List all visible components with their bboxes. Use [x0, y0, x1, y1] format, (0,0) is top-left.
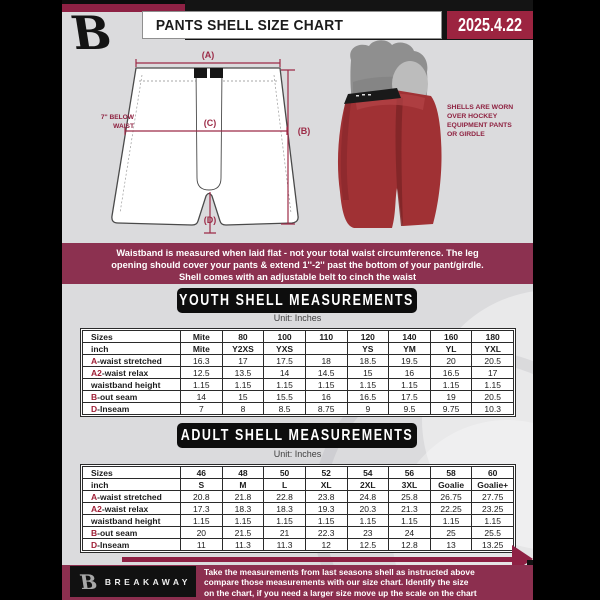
- measurement-cell: 100: [264, 331, 306, 343]
- measurement-row: [83, 343, 514, 355]
- row-label: waistband height: [83, 515, 181, 527]
- shell-body: [338, 90, 442, 228]
- shell-photo-note: [447, 103, 531, 139]
- measurement-row: [83, 479, 514, 491]
- measurement-cell: 20: [181, 527, 223, 539]
- row-label-prefix: B: [91, 527, 98, 538]
- measurement-row: [83, 379, 514, 391]
- measurement-cell: 2XL: [347, 479, 389, 491]
- row-label: D-Inseam: [83, 539, 181, 551]
- measurement-cell: YL: [430, 343, 472, 355]
- measurement-cell: YM: [389, 343, 431, 355]
- footer-note-line: Take the measurements from last seasons shell as instructed above: [204, 567, 475, 577]
- row-label: A-waist stretched: [83, 491, 181, 503]
- measurement-cell: 18.5: [347, 355, 389, 367]
- measurement-cell: YXS: [264, 343, 306, 355]
- measurement-cell: 18.3: [264, 503, 306, 515]
- measurement-cell: 1.15: [389, 379, 431, 391]
- measurement-cell: 52: [305, 467, 347, 479]
- measurement-row: [83, 403, 514, 415]
- footer-note-line: compare those measurements with our size chart. Identify the size: [204, 577, 469, 588]
- waist-note: [76, 114, 134, 131]
- measurement-cell: 1.15: [222, 379, 264, 391]
- adult-section-heading: [177, 423, 417, 448]
- measurement-cell: 58: [430, 467, 472, 479]
- adult-table: [80, 464, 516, 553]
- measurement-cell: YS: [347, 343, 389, 355]
- belt-buckle-right: [210, 68, 223, 78]
- measurement-cell: 46: [181, 467, 223, 479]
- youth-unit-label: Unit: Inches: [273, 313, 322, 323]
- measurement-cell: 21.5: [222, 527, 264, 539]
- measurement-cell: 23.25: [472, 503, 514, 515]
- row-label-prefix: B: [91, 391, 98, 402]
- shorts-measurement-diagram: [82, 48, 322, 238]
- measurement-cell: 13: [430, 539, 472, 551]
- measurement-cell: 18.3: [222, 503, 264, 515]
- measurement-cell: 21.3: [389, 503, 431, 515]
- footer-logo: [70, 566, 196, 597]
- measurement-cell: 9: [347, 403, 389, 415]
- measurement-cell: 1.15: [222, 515, 264, 527]
- measurement-cell: 15.5: [264, 391, 306, 403]
- page-title-text: PANTS SHELL SIZE CHART: [155, 16, 344, 34]
- row-label-prefix: A2: [91, 503, 102, 514]
- measurement-cell: 7: [181, 403, 223, 415]
- measurement-row: [83, 355, 514, 367]
- measurement-cell: 22.25: [430, 503, 472, 515]
- info-banner: [62, 243, 533, 284]
- measurement-row: [83, 503, 514, 515]
- measurement-cell: 17: [222, 355, 264, 367]
- measurement-cell: 24: [389, 527, 431, 539]
- measurement-cell: 24.8: [347, 491, 389, 503]
- measurement-cell: 11: [181, 539, 223, 551]
- measurement-cell: 12.8: [389, 539, 431, 551]
- measurement-cell: 54: [347, 467, 389, 479]
- measurement-cell: 19.5: [389, 355, 431, 367]
- lace-mark: [356, 95, 359, 97]
- measurement-cell: M: [222, 479, 264, 491]
- measurement-cell: 17.5: [264, 355, 306, 367]
- measurement-cell: 12: [305, 539, 347, 551]
- row-label: B-out seam: [83, 527, 181, 539]
- measurement-cell: 8.5: [264, 403, 306, 415]
- measurement-cell: Goalie+: [472, 479, 514, 491]
- measurement-row: [83, 367, 514, 379]
- measurement-cell: S: [181, 479, 223, 491]
- measurement-cell: 180: [472, 331, 514, 343]
- measurement-cell: 13.5: [222, 367, 264, 379]
- measurement-cell: 14: [264, 367, 306, 379]
- measurement-cell: 20.5: [472, 355, 514, 367]
- measurement-cell: 18: [305, 355, 347, 367]
- measurement-cell: 15: [222, 391, 264, 403]
- measurement-cell: 1.15: [264, 379, 306, 391]
- row-label-prefix: A: [91, 355, 98, 366]
- measurement-row: [83, 539, 514, 551]
- measurement-row: [83, 467, 514, 479]
- measurement-cell: 11.3: [222, 539, 264, 551]
- adult-unit-label: Unit: Inches: [273, 449, 322, 459]
- document-page: [62, 0, 533, 600]
- measurement-cell: Mite: [181, 331, 223, 343]
- measurement-cell: 120: [347, 331, 389, 343]
- measurement-cell: 16: [389, 367, 431, 379]
- row-label-prefix: D: [91, 403, 98, 414]
- measurement-cell: 1.15: [264, 515, 306, 527]
- footer-note: [204, 567, 528, 598]
- measurement-cell: 12.5: [347, 539, 389, 551]
- measurement-cell: Goalie: [430, 479, 472, 491]
- measurement-cell: 10.3: [472, 403, 514, 415]
- measurement-cell: Y2XS: [222, 343, 264, 355]
- measurement-cell: 1.15: [181, 379, 223, 391]
- measurement-cell: 1.15: [472, 379, 514, 391]
- photo-note-line: OVER HOCKEY: [447, 113, 498, 120]
- youth-section-heading: [177, 288, 417, 313]
- measurement-cell: 60: [472, 467, 514, 479]
- measurement-cell: 80: [222, 331, 264, 343]
- lace-mark: [362, 94, 365, 96]
- measurement-cell: 56: [389, 467, 431, 479]
- measurement-cell: 50: [264, 467, 306, 479]
- measurement-cell: [305, 343, 347, 355]
- diagram-label-b: (B): [297, 126, 311, 136]
- row-label: Sizes: [83, 467, 181, 479]
- measurement-cell: 14.5: [305, 367, 347, 379]
- measurement-row: [83, 527, 514, 539]
- measurement-cell: 48: [222, 467, 264, 479]
- measurement-cell: 27.75: [472, 491, 514, 503]
- measurement-cell: 14: [181, 391, 223, 403]
- measurement-cell: 13.25: [472, 539, 514, 551]
- waist-note-line: WAIST: [113, 122, 134, 130]
- measurement-cell: 9.5: [389, 403, 431, 415]
- photo-note-line: OR GIRDLE: [447, 131, 485, 138]
- breakaway-b-icon: B: [67, 6, 116, 60]
- row-label: A-waist stretched: [83, 355, 181, 367]
- measurement-cell: 11.3: [264, 539, 306, 551]
- measurement-row: [83, 491, 514, 503]
- measurement-cell: 16.5: [347, 391, 389, 403]
- measurement-cell: 1.15: [347, 379, 389, 391]
- measurement-cell: 17: [472, 367, 514, 379]
- measurement-cell: 1.15: [430, 379, 472, 391]
- measurement-cell: 20: [430, 355, 472, 367]
- measurement-cell: XL: [305, 479, 347, 491]
- measurement-cell: 23.8: [305, 491, 347, 503]
- measurement-cell: Mite: [181, 343, 223, 355]
- shell-photo: [335, 40, 450, 232]
- diagram-label-d: (D): [203, 215, 217, 225]
- adult-heading-text: ADULT SHELL MEASUREMENTS: [180, 426, 414, 444]
- measurement-cell: 9.75: [430, 403, 472, 415]
- waist-note-line: 7'' BELOW: [100, 114, 134, 121]
- row-label: B-out seam: [83, 391, 181, 403]
- measure-line-a: [136, 59, 280, 67]
- lace-mark: [368, 94, 371, 96]
- measurement-cell: 16.5: [430, 367, 472, 379]
- measurement-cell: 22.8: [264, 491, 306, 503]
- row-label: Sizes: [83, 331, 181, 343]
- measurement-cell: YXL: [472, 343, 514, 355]
- banner-line: Waistband is measured when laid flat - not your total waist circumference. The leg: [116, 248, 479, 258]
- divider-arrow-bar: [122, 557, 514, 562]
- row-label: inch: [83, 479, 181, 491]
- row-label-prefix: A: [91, 491, 98, 502]
- measurement-cell: 160: [430, 331, 472, 343]
- youth-heading-text: YOUTH SHELL MEASUREMENTS: [179, 291, 415, 309]
- measurement-cell: 21.8: [222, 491, 264, 503]
- measurement-cell: 17.3: [181, 503, 223, 515]
- row-label-prefix: D: [91, 539, 98, 550]
- measurement-cell: 15: [347, 367, 389, 379]
- measurement-cell: 1.15: [305, 379, 347, 391]
- measurement-row: [83, 391, 514, 403]
- measurement-cell: 1.15: [389, 515, 431, 527]
- measurement-cell: 16.3: [181, 355, 223, 367]
- measurement-cell: 23: [347, 527, 389, 539]
- measurement-cell: 25: [430, 527, 472, 539]
- photo-note-line: EQUIPMENT PANTS: [447, 122, 512, 129]
- measurement-cell: 26.75: [430, 491, 472, 503]
- measurement-row: [83, 515, 514, 527]
- measurement-cell: 1.15: [430, 515, 472, 527]
- footer: [62, 565, 533, 600]
- page-title: [142, 11, 442, 39]
- banner-line: Shell comes with an adjustable belt to cinch the waist: [178, 272, 417, 282]
- measurement-cell: 12.5: [181, 367, 223, 379]
- measurement-cell: 22.3: [305, 527, 347, 539]
- row-label: A2-waist relax: [83, 503, 181, 515]
- measurement-cell: 3XL: [389, 479, 431, 491]
- fly-panel: [196, 68, 222, 190]
- date-text: 2025.4.22: [457, 14, 523, 35]
- row-label: A2-waist relax: [83, 367, 181, 379]
- breakaway-b-icon: B: [78, 569, 99, 594]
- measurement-cell: 20.5: [472, 391, 514, 403]
- measurement-cell: 1.15: [305, 515, 347, 527]
- measurement-cell: 140: [389, 331, 431, 343]
- footer-brand-text: BREAKAWAY: [104, 576, 191, 587]
- row-label: D-Inseam: [83, 403, 181, 415]
- row-label: inch: [83, 343, 181, 355]
- diagram-label-a: (A): [201, 50, 215, 60]
- measurement-row: [83, 331, 514, 343]
- measurement-cell: 20.8: [181, 491, 223, 503]
- banner-line: opening should cover your pants & extend 1''-2'' past the bottom of your pant/girdle.: [111, 260, 484, 270]
- measurement-cell: 8.75: [305, 403, 347, 415]
- measurement-cell: 19.3: [305, 503, 347, 515]
- measurement-cell: 25.5: [472, 527, 514, 539]
- measurement-cell: L: [264, 479, 306, 491]
- measurement-cell: 19: [430, 391, 472, 403]
- measurement-cell: 21: [264, 527, 306, 539]
- footer-note-line: on the chart, if you need a larger size move up the scale on the chart: [204, 587, 477, 598]
- photo-note-line: SHELLS ARE WORN: [447, 104, 514, 111]
- measurement-cell: 16: [305, 391, 347, 403]
- youth-table: [80, 328, 516, 417]
- diagram-label-c: (C): [203, 118, 217, 128]
- measurement-cell: 1.15: [347, 515, 389, 527]
- row-label-prefix: A2: [91, 367, 102, 378]
- measurement-cell: 8: [222, 403, 264, 415]
- row-label: waistband height: [83, 379, 181, 391]
- date-badge: [447, 11, 533, 39]
- measurement-cell: 25.8: [389, 491, 431, 503]
- measurement-cell: 1.15: [472, 515, 514, 527]
- measurement-cell: 20.3: [347, 503, 389, 515]
- measurement-cell: 1.15: [181, 515, 223, 527]
- measurement-cell: 110: [305, 331, 347, 343]
- belt-buckle-left: [194, 68, 207, 78]
- measurement-cell: 17.5: [389, 391, 431, 403]
